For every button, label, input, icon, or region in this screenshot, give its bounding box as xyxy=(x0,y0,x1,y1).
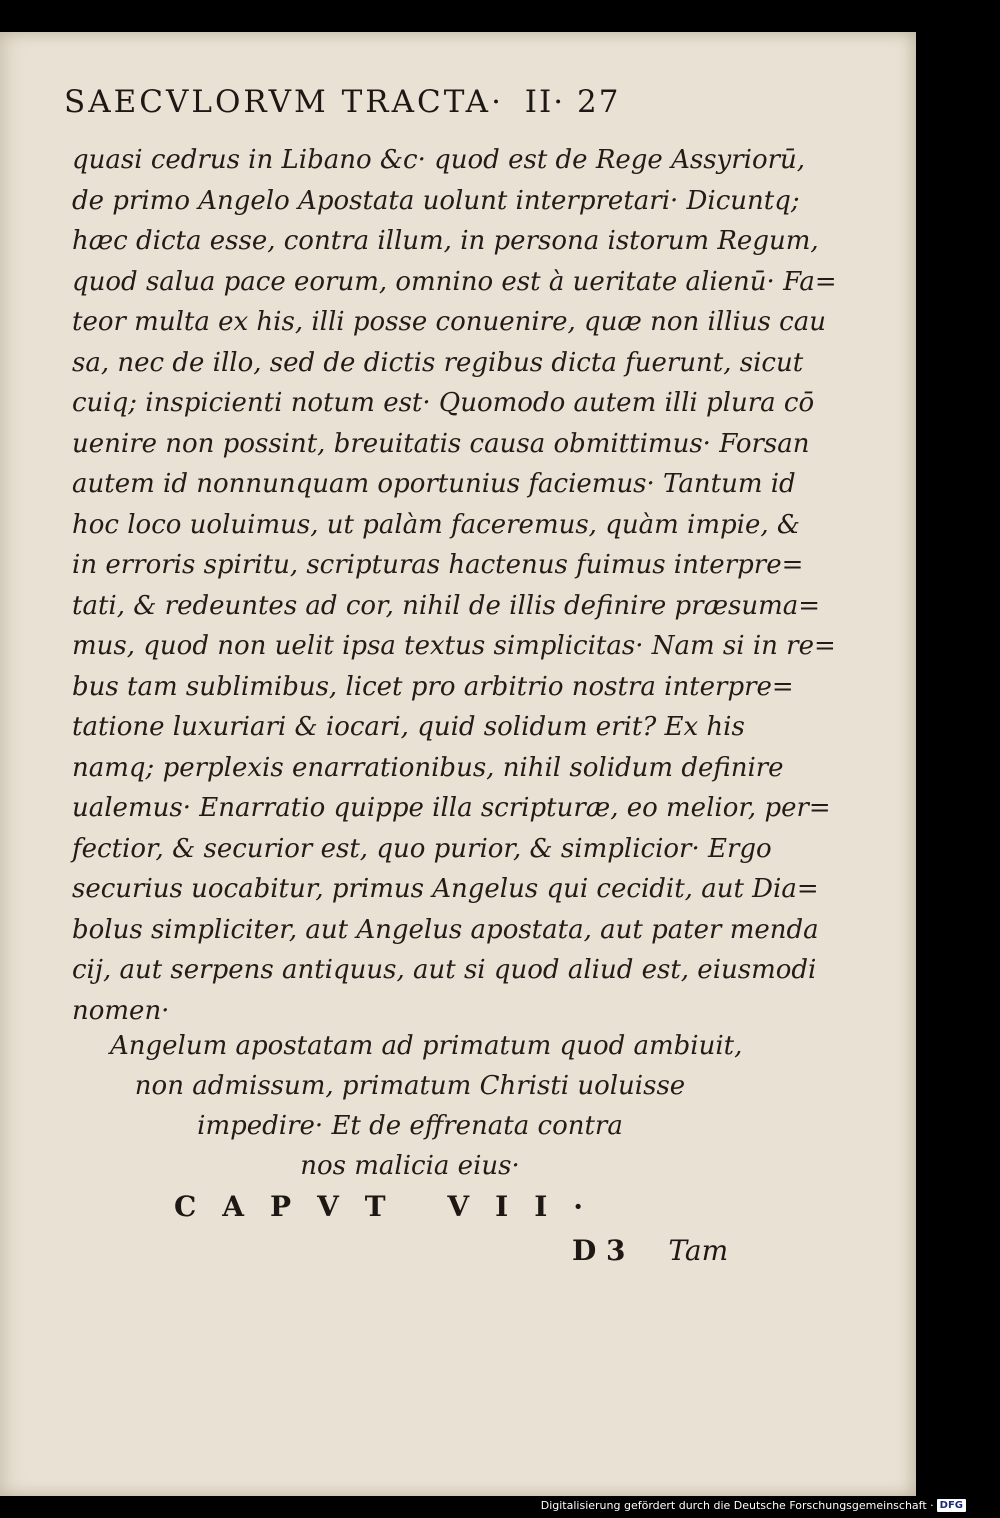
text-line: sa, nec de illo, sed de dictis regibus dicta fuerunt, sicut xyxy=(72,347,804,378)
running-title: SAECVLORVM TRACTA· xyxy=(64,84,504,120)
folio-number: II· 27 xyxy=(524,84,621,120)
text-line: autem id nonnunquam oportunius faciemus· Tantum id xyxy=(72,469,796,499)
text-line: teor multa ex his, illi posse conuenire, quæ non illius cau xyxy=(72,307,826,337)
text-line: tatione luxuriari & iocari, quid solidum erit? Ex his xyxy=(72,712,745,742)
text-line: hæc dicta esse, contra illum, in persona istorum Regum, xyxy=(72,226,819,256)
text-line: in erroris spiritu, scripturas hactenus fuimus interpre= xyxy=(72,550,804,580)
text-line: bolus simpliciter, aut Angelus apostata, aut pater menda xyxy=(72,914,819,945)
text-line: quod salua pace eorum, omnino est à ueritate alienū· Fa= xyxy=(72,266,837,297)
text-line: fectior, & securior est, quo purior, & simplicior· Ergo xyxy=(72,833,772,864)
catchword: Tam xyxy=(668,1234,729,1267)
text-line: hoc loco uoluimus, ut palàm faceremus, quàm impie, & xyxy=(72,509,801,540)
text-line: ualemus· Enarratio quippe illa scripturæ, eo melior, per= xyxy=(72,793,831,823)
credit-text: Digitalisierung gefördert durch die Deutsche Forschungsgemeinschaft · xyxy=(540,1499,934,1512)
text-line: cuiq; inspicienti notum est· Quomodo autem illi plura cō xyxy=(72,388,815,418)
signature-mark: D 3 xyxy=(572,1234,626,1267)
chapter-heading: CAPVT VII· xyxy=(174,1190,610,1223)
summary-line: nos malicia eius· xyxy=(300,1151,520,1181)
text-line: securius uocabitur, primus Angelus qui cecidit, aut Dia= xyxy=(72,874,819,904)
text-line: quasi cedrus in Libano &c· quod est de Rege Assyriorū, xyxy=(72,145,806,175)
text-line: bus tam sublimibus, licet pro arbitrio nostra interpre= xyxy=(72,671,794,702)
body-text xyxy=(72,140,837,1031)
digitization-credit xyxy=(541,1499,966,1512)
text-line: cij, aut serpens antiquus, aut si quod aliud est, eiusmodi xyxy=(72,955,817,985)
text-line: tati, & redeuntes ad cor, nihil de illis definire præsuma= xyxy=(72,590,821,621)
running-head xyxy=(64,84,744,120)
dfg-logo: DFG xyxy=(937,1499,966,1512)
chapter-summary xyxy=(110,1026,743,1186)
summary-line: non admissum, primatum Christi uoluisse xyxy=(134,1071,686,1101)
text-line: nomen· xyxy=(72,995,170,1026)
summary-line: impedire· Et de effrenata contra xyxy=(197,1111,623,1141)
text-line: namq; perplexis enarrationibus, nihil solidum definire xyxy=(72,752,784,783)
signature-line xyxy=(572,1234,728,1267)
text-line: uenire non possint, breuitatis causa obmittimus· Forsan xyxy=(72,428,810,459)
summary-line: Angelum apostatam ad primatum quod ambiuit, xyxy=(110,1031,743,1061)
text-line: de primo Angelo Apostata uolunt interpretari· Dicuntq; xyxy=(72,185,800,216)
text-line: mus, quod non uelit ipsa textus simplicitas· Nam si in re= xyxy=(72,631,836,661)
